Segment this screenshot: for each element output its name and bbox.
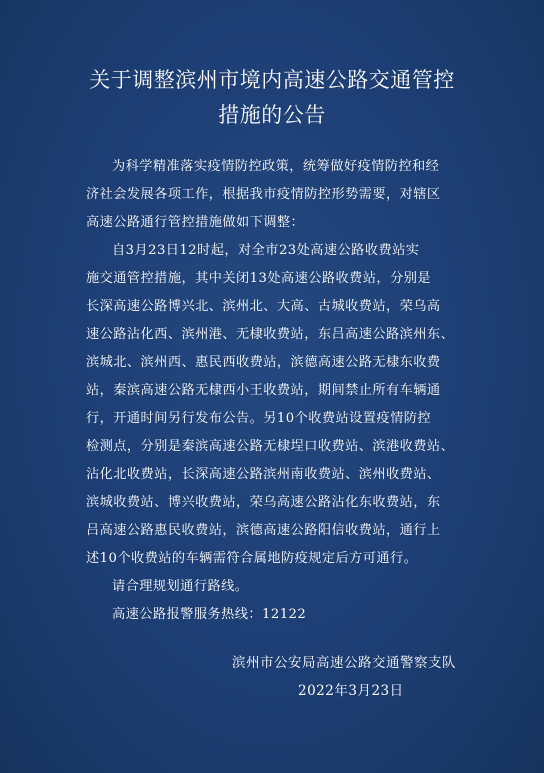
body-line: 述10个收费站的车辆需符合属地防疫规定后方可通行。 (86, 551, 418, 566)
body-line: 滨城收费站、博兴收费站，荣乌高速公路沾化东收费站，东 (86, 495, 441, 510)
body-line: 长深高速公路博兴北、滨州北、大高、古城收费站，荣乌高 (86, 299, 441, 314)
body-line: 滨城北、滨州西、惠民西收费站，滨德高速公路无棣东收费 (86, 355, 441, 370)
body-line: 沾化北收费站，长深高速公路滨州南收费站、滨州收费站、 (86, 467, 441, 482)
signature: 滨州市公安局高速公路交通警察支队 (232, 655, 456, 671)
body-line: 自3月23日12时起，对全市23处高速公路收费站实 (112, 243, 420, 258)
body-line: 为科学精准落实疫情防控政策，统筹做好疫情防控和经 (112, 159, 440, 174)
body-line: 济社会发展各项工作，根据我市疫情防控形势需要，对辖区 (86, 187, 441, 202)
notice-title-line1: 关于调整滨州市境内高速公路交通管控 (89, 68, 455, 92)
notice-title-line2: 措施的公告 (218, 103, 326, 127)
body-line: 高速公路通行管控措施做如下调整： (86, 215, 305, 230)
body-line: 吕高速公路惠民收费站，滨德高速公路阳信收费站，通行上 (86, 523, 441, 538)
body-line: 施交通管控措施，其中关闭13处高速公路收费站，分别是 (86, 271, 431, 286)
body-line: 高速公路报警服务热线：12122 (112, 607, 307, 622)
body-line: 行，开通时间另行发布公告。另10个收费站设置疫情防控 (86, 411, 431, 426)
notice-date: 2022年3月23日 (298, 683, 404, 699)
body-line: 速公路沾化西、滨州港、无棣收费站，东吕高速公路滨州东、 (86, 327, 455, 342)
body-line: 请合理规划通行路线。 (112, 579, 249, 594)
body-line: 检测点，分别是秦滨高速公路无棣埕口收费站、滨港收费站、 (86, 439, 455, 454)
body-line: 站，秦滨高速公路无棣西小王收费站，期间禁止所有车辆通 (86, 383, 441, 398)
